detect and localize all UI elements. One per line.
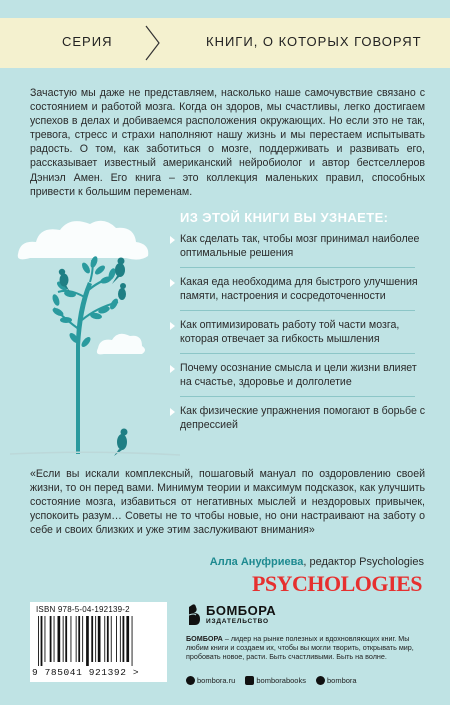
barcode (30, 602, 167, 682)
vk-icon (245, 676, 254, 685)
publisher-sub: ИЗДАТЕЛЬСТВО (206, 618, 269, 625)
social-label: bomborabooks (256, 676, 306, 685)
cloud-icon (18, 221, 149, 260)
intro-paragraph: Зачастую мы даже не представляем, насколько наше самочувствие связано с состоянием и работой мозга. Когда он здоров, мы счастливы, легко достигаем успехов в делах и добиваемся расположения окружающих. Но если это не так, тревога, стресс и страхи наполняют нашу жизнь и мы перестаем испытывать радость. О том, как заботиться о мозге, поддерживать и развивать его, рассказывает известный американский нейробиолог и автор бестселлеров Дэниэл Амен. Его книга – это коллекция маленьких правил, способных привести к большим переменам. (30, 87, 425, 198)
publisher-desc-bold: БОМБОРА (186, 634, 223, 643)
social-link-vk[interactable] (245, 676, 306, 685)
publisher-name: БОМБОРА (206, 603, 277, 618)
divider (180, 267, 415, 268)
learn-item: Как физические упражнения помогают в борьбе с депрессией (170, 404, 430, 432)
psychologies-logo: PSYCHOLOGIES (251, 571, 422, 596)
learn-heading: ИЗ ЭТОЙ КНИГИ ВЫ УЗНАЕТЕ: (180, 210, 389, 225)
chevron-right-icon (142, 22, 162, 64)
tree-birds-illustration (0, 170, 180, 470)
series-label: СЕРИЯ (62, 34, 113, 49)
social-label: bombora.ru (197, 676, 236, 685)
small-cloud-icon (97, 334, 145, 355)
social-links (186, 676, 431, 685)
quote-attribution (210, 556, 424, 568)
social-link-website[interactable] (186, 676, 235, 685)
globe-icon (186, 676, 195, 685)
barcode-bars (36, 616, 161, 666)
barcode-digits: 9 785041 921392 > (32, 667, 140, 678)
author-name: Алла Ануфриева (209, 556, 304, 568)
learn-item: Как сделать так, чтобы мозг принимал наиболее оптимальные решения (170, 232, 430, 260)
learn-list (170, 232, 430, 432)
telegram-icon (316, 676, 325, 685)
social-link-telegram[interactable] (316, 676, 357, 685)
learn-item: Почему осознание смысла и цели жизни влияет на счастье, здоровье и долголетие (170, 361, 430, 389)
bombora-logo-icon (186, 603, 204, 631)
author-role: , редактор Psychologies (303, 556, 424, 568)
series-name: КНИГИ, О КОТОРЫХ ГОВОРЯТ (206, 34, 422, 49)
review-quote: «Если вы искали комплексный, пошаговый мануал по оздоровлению своей жизни, то он перед вами. Минимум теории и максимум подсказок, как улучшить состояние мозга, избавиться от негативных мыслей и нездоровых привычек, успокоить разум… Советы не то чтобы новые, но они настраивают на заботу о себе и своих близких и уже этим заслуживают внимания» (30, 468, 425, 537)
publisher-desc-text: – лидер на рынке полезных и вдохновляющих книг. Мы любим книги и создаем их, чтобы вы могли творить, открывать мир, пробовать новое, расти. Быть счастливыми. Быть на волне. (186, 634, 414, 662)
learn-item: Какая еда необходима для быстрого улучшения памяти, настроения и сосредоточенности (170, 275, 430, 303)
divider (180, 310, 415, 311)
social-label: bombora (326, 676, 357, 685)
divider (180, 353, 415, 354)
divider (180, 396, 415, 397)
learn-item: Как оптимизировать работу той части мозга, которая отвечает за гибкость мышления (170, 318, 430, 346)
series-banner (0, 18, 450, 68)
bird-icon-3 (118, 283, 126, 300)
publisher-description (186, 634, 426, 662)
isbn-text: ISBN 978-5-04-192139-2 (36, 605, 130, 614)
